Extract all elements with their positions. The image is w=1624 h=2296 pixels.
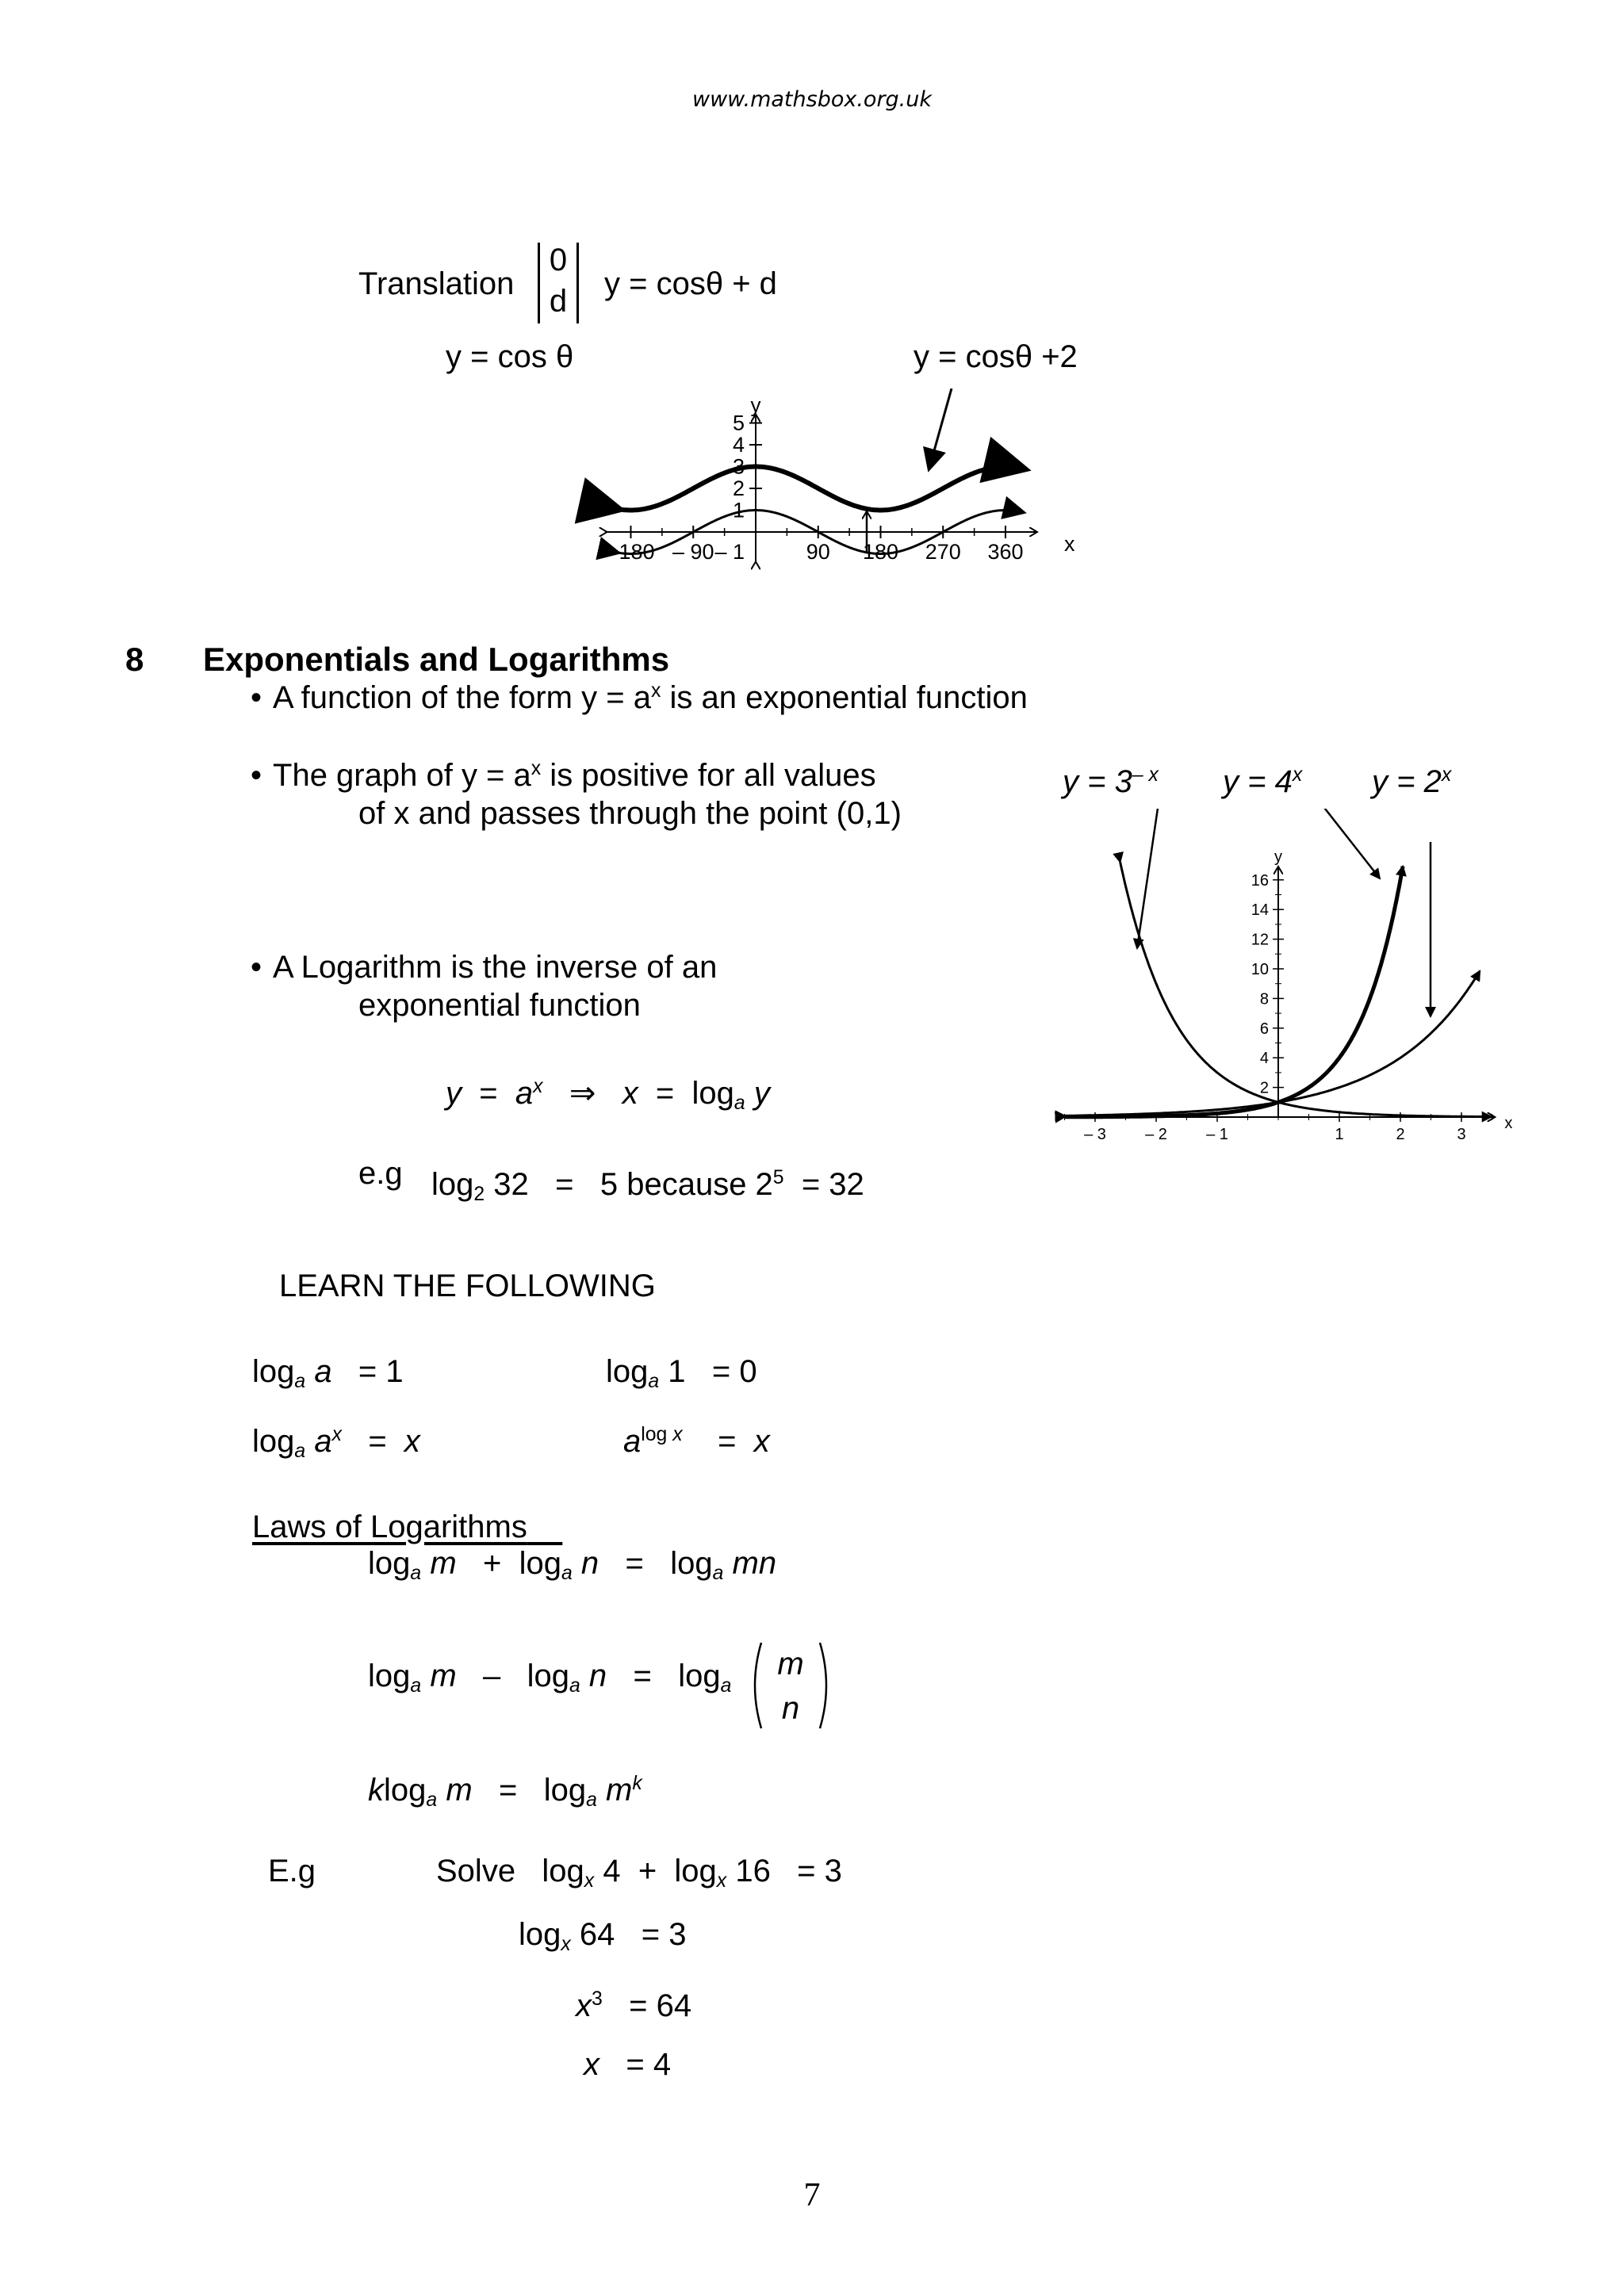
exponential-graph <box>1055 809 1515 1158</box>
cos-y-axis-label: y <box>750 392 761 417</box>
bullet-exponential-definition <box>251 680 1028 716</box>
fraction-denominator: n <box>781 1691 800 1726</box>
exp-x-tick-label: 3 <box>1457 1126 1466 1143</box>
section-title: Exponentials and Logarithms <box>203 641 670 678</box>
exp-label-2: $y = 2^x$ <box>1372 764 1452 799</box>
bullet-graph-positive <box>251 758 876 794</box>
exp-y-tick-label: 2 <box>1259 1079 1269 1097</box>
exp-y-tick-label: 6 <box>1259 1020 1269 1038</box>
bullet2-text: The graph of y = a <box>273 758 531 793</box>
header-url: www.mathsbox.org.uk <box>691 87 933 112</box>
example2-step4: x = 4 <box>584 2047 672 2082</box>
exp-label-3: $y = 3^{- x}$ <box>1063 764 1159 799</box>
identity-log-a-a: loga a = 1 <box>252 1354 404 1392</box>
translation-vector <box>538 243 579 323</box>
exp-x-tick-label: 2 <box>1396 1126 1405 1143</box>
example2-step3: $x^3$ = 64 <box>576 1988 692 2023</box>
cosine-graph <box>444 388 1316 595</box>
pointer-3-neg-x <box>1137 809 1159 948</box>
exp-y-tick-label: 10 <box>1251 961 1269 978</box>
exp-curve-2-x <box>1065 971 1480 1116</box>
example2-step1: Solve logx 4 + logx 16 = 3 <box>436 1854 842 1892</box>
cos-y-tick-label: 1 <box>732 498 745 522</box>
inverse-relation: $y = a^x$ ⇒ x = loga y <box>446 1076 770 1114</box>
example1-equation: log2 32 = 5 because $2^5 = 32$ <box>431 1167 864 1205</box>
cos-x-tick-label: –180 <box>607 540 655 564</box>
exp-y-axis-label: y <box>1274 848 1282 866</box>
fraction-numerator: m <box>777 1647 804 1682</box>
identity-log-a-1: loga 1 = 0 <box>606 1354 757 1392</box>
label-pointer-arrow <box>929 388 952 468</box>
exp-curve-3-neg-x <box>1120 862 1492 1116</box>
exp-y-tick-label: 8 <box>1259 990 1269 1008</box>
example2-step2: logx 64 = 3 <box>519 1917 687 1955</box>
laws-title: Laws of Logarithms <box>252 1510 527 1544</box>
cos-curves <box>617 388 1022 554</box>
cos-x-axis-label: x <box>1064 532 1075 556</box>
identity-a-log-x: $a^{log}$ $^x$ = x <box>623 1424 770 1459</box>
bullet2-sup: x <box>530 758 542 780</box>
cos-y-tick-label: 2 <box>732 476 745 500</box>
cos-ticks <box>607 393 1075 564</box>
learn-title: LEARN THE FOLLOWING <box>279 1269 656 1303</box>
quotient-fraction <box>747 1638 834 1733</box>
bullet1-text-post: is an exponential function <box>661 680 1028 715</box>
exp-x-axis-label: x <box>1504 1115 1513 1132</box>
exp-y-tick-label: 12 <box>1251 931 1269 949</box>
cos-y-tick-label: 5 <box>732 411 745 435</box>
cos-y-tick-label: 3 <box>732 454 745 479</box>
cos-label-left: y = cos θ <box>446 339 574 374</box>
exp-label-4: $y = 4^x$ <box>1223 764 1303 799</box>
law-quotient: loga m – loga n = loga <box>368 1659 732 1697</box>
exp-y-tick-label: 16 <box>1251 871 1269 890</box>
bullet3-line2: exponential function <box>358 988 641 1023</box>
bullet2-line2: of x and passes through the point (0,1) <box>358 796 902 831</box>
exp-y-tick-label: 4 <box>1259 1050 1269 1068</box>
identity-log-a-ax: loga $a^x$ = x <box>252 1424 420 1462</box>
exp-x-tick-label: 1 <box>1335 1126 1344 1143</box>
exp-y-tick-label: 14 <box>1251 901 1269 920</box>
exp-x-tick-label: – 2 <box>1145 1126 1167 1143</box>
right-paren <box>820 1643 826 1728</box>
exp-x-tick-label: – 3 <box>1084 1126 1106 1143</box>
cos-x-tick-label: 180 <box>862 540 899 564</box>
vector-bottom: d <box>549 284 568 319</box>
law-power: kloga m = loga $m^k$ <box>368 1773 642 1811</box>
cos-label-right: y = cosθ +2 <box>914 339 1078 374</box>
bullet1-text: A function of the form y = a <box>273 680 651 715</box>
translation-equation: y = cosθ + d <box>604 266 777 301</box>
section-number: 8 <box>125 641 144 678</box>
bullet1-sup: x <box>650 680 661 702</box>
cos-x-tick-label: 270 <box>925 540 961 564</box>
vector-top: 0 <box>549 243 568 277</box>
exp-curve-4-x <box>1065 867 1404 1117</box>
cos-x-tick-label: – 90 <box>672 540 714 564</box>
translation-label: Translation <box>358 266 515 301</box>
page-number: 7 <box>803 2177 821 2214</box>
cos-x-tick-label: 360 <box>987 540 1024 564</box>
example2-label: E.g <box>268 1854 316 1888</box>
bullet-logarithm-inverse: • A Logarithm is the inverse of an <box>251 950 717 985</box>
left-paren <box>755 1643 761 1728</box>
exp-x-tick-label: – 1 <box>1206 1126 1228 1143</box>
law-product: loga m + loga n = loga mn <box>368 1546 777 1584</box>
cos-y-neg-tick-label: – 1 <box>714 540 745 564</box>
cos-x-tick-label: 90 <box>806 540 830 564</box>
example1-label: e.g <box>358 1156 403 1191</box>
pointer-4-x <box>1316 809 1380 878</box>
bullet2-text-post: is positive for all values <box>541 758 876 793</box>
cos-y-tick-label: 4 <box>732 433 745 457</box>
cos-curve-1 <box>617 467 1022 511</box>
